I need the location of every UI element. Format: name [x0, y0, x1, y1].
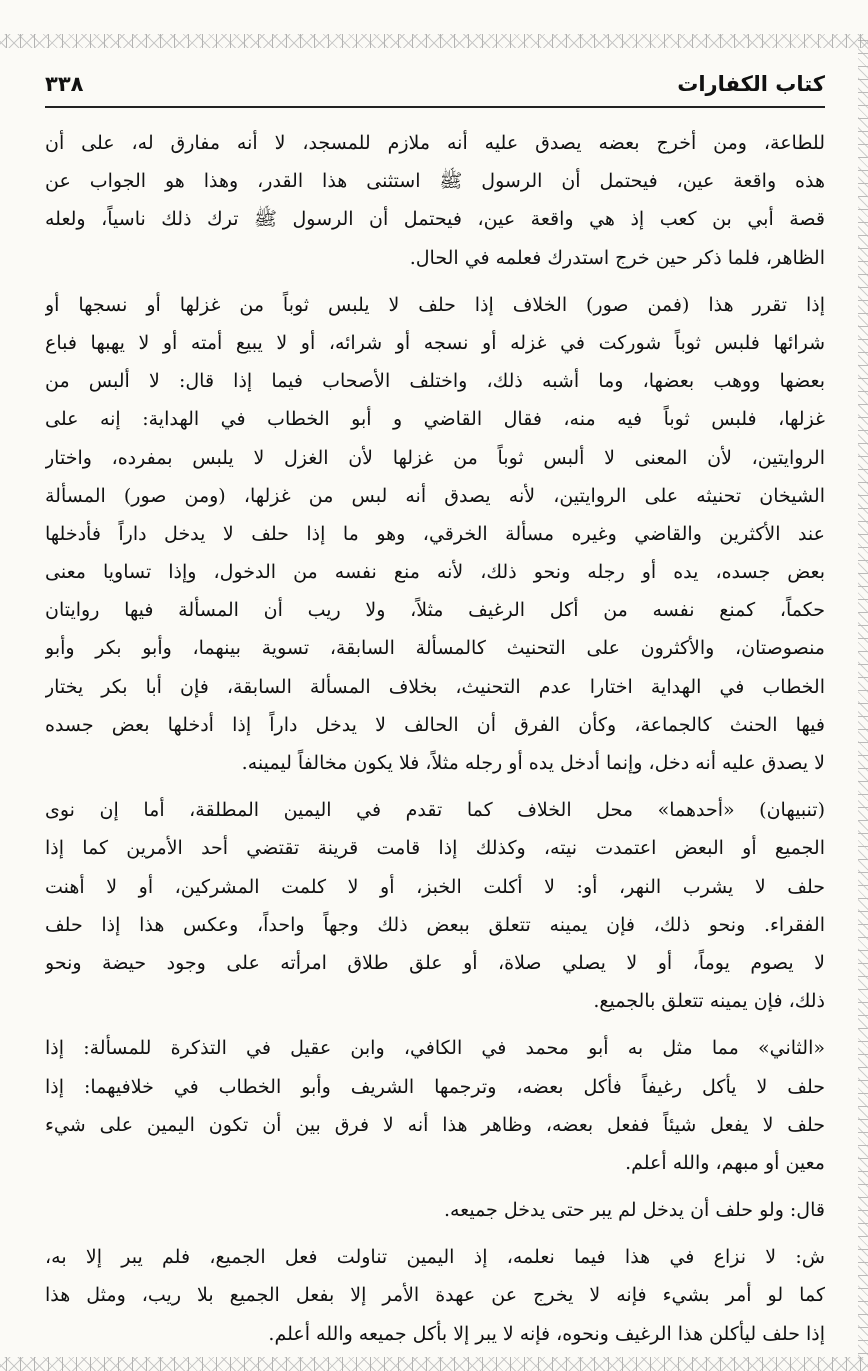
- text-line: حلف لا يأكل رغيفاً فأكل بعضه، وترجمها الشريف وأبو الخطاب في خلافيهما: إذا: [45, 1075, 825, 1098]
- header-rule: [45, 106, 825, 108]
- top-ornamental-border: [0, 34, 868, 48]
- page-header: [45, 72, 825, 106]
- text-line: كما لو أمر بشيء فإنه لا يخرج عن عهدة الأمر إلا بفعل الجميع بلا ريب، ومثل هذا: [45, 1284, 825, 1307]
- text-line: بعضها ووهب بعضها، وما أشبه ذلك، واختلف الأصحاب فيما إذا قال: لا ألبس من: [45, 370, 825, 393]
- text-line: الشيخان تحنيثه على الروايتين، لأنه يصدق أنه لبس من غزلها، (ومن صور) المسألة: [45, 484, 825, 507]
- page-number: ٣٣٨: [45, 72, 84, 96]
- text-line: قصة أبي بن كعب إذ هي واقعة عين، فيحتمل أن الرسول ﷺ ترك ذلك ناسياً، ولعله: [45, 208, 825, 231]
- text-line: ذلك، فإن يمينه تتعلق بالجميع.: [593, 990, 825, 1013]
- book-title: كتاب الكفارات: [677, 72, 825, 96]
- text-line: حلف لا يفعل شيئاً ففعل بعضه، وظاهر هذا أنه لا فرق بين أن تكون اليمين على شيء: [45, 1113, 825, 1136]
- text-line: حكماً، كمنع نفسه من أكل الرغيف مثلاً، ولا ريب أن المسألة فيها روايتان: [45, 599, 825, 622]
- text-line: إذا حلف ليأكلن هذا الرغيف ونحوه، فإنه لا يبر إلا بأكل جميعه والله أعلم.: [268, 1322, 825, 1345]
- text-line: إذا تقرر هذا (فمن صور) الخلاف إذا حلف لا يلبس ثوباً من غزلها أو نسجها أو: [45, 293, 825, 316]
- text-line: هذه واقعة عين، فيحتمل أن الرسول ﷺ استثنى هذا القدر، وهذا هو الجواب عن: [45, 170, 825, 193]
- text-line: (تنبيهان) «أحدهما» محل الخلاف كما تقدم في اليمين المطلقة، أما إن نوى: [45, 799, 825, 822]
- text-line: ش: لا نزاع في هذا فيما نعلمه، إذ اليمين تناولت فعل الجميع، فلم يبر إلا به،: [45, 1246, 825, 1269]
- text-line: «الثاني» مما مثل به أبو محمد في الكافي، وابن عقيل في التذكرة للمسألة: إذا: [45, 1037, 825, 1060]
- bottom-ornamental-border: [0, 1357, 868, 1371]
- text-line: حلف لا يشرب النهر، أو: لا أكلت الخبز، أو لا كلمت المشركين، أو لا أهنت: [45, 875, 825, 898]
- text-line: معين أو مبهم، والله أعلم.: [625, 1151, 825, 1174]
- paragraph: [45, 286, 825, 782]
- page-body: [45, 124, 825, 1349]
- text-line: الخطاب في الهداية اختارا عدم التحنيث، بخلاف المسألة السابقة، فإن أبا بكر يختار: [45, 675, 825, 698]
- text-line: فيها الحنث كالجماعة، وكأن الفرق أن الحالف لا يدخل داراً إذا أدخلها بعض جسده: [45, 713, 825, 736]
- paragraph: [45, 791, 825, 1020]
- text-line: الفقراء. ونحو ذلك، فإن يمينه تتعلق ببعض ذلك وجهاً واحداً، وعكس هذا إذا حلف: [45, 913, 825, 936]
- text-line: قال: ولو حلف أن يدخل لم يبر حتى يدخل جميعه.: [443, 1199, 825, 1222]
- text-line: شرائها فلبس ثوباً شوركت في غزله أو نسجه أو شرائه، أو لا يبيع أمته أو لا يهبها فباع: [45, 331, 825, 354]
- text-line: الروايتين، لأن المعنى لا ألبس ثوباً من غزلها لأن الغزل لا يلبس بمفرده، واختار: [45, 446, 825, 469]
- paragraph: [45, 1238, 825, 1349]
- text-line: عند الأكثرين والقاضي وغيره مسألة الخرقي، وهو ما إذا حلف لا يدخل داراً فأدخلها: [45, 522, 825, 545]
- text-line: بعض جسده، يده أو رجله ونحو ذلك، لأنه منع نفسه من الدخول، وإذا تساويا معنى: [45, 561, 825, 584]
- paragraph: [45, 1029, 825, 1182]
- text-line: غزلها، فلبس ثوباً فيه منه، فقال القاضي و أبو الخطاب في الهداية: إنه على: [45, 408, 825, 431]
- paragraph: [45, 1191, 825, 1229]
- paragraph: [45, 124, 825, 277]
- text-line: الجميع أو البعض اعتمدت نيته، وكذلك إذا قامت قرينة تقتضي أحد الأمرين كما إذا: [45, 837, 825, 860]
- text-line: منصوصتان، والأكثرون على التحنيث كالمسألة السابقة، تسوية بينهما، وأبو بكر وأبو: [45, 637, 825, 660]
- right-ornamental-border: [858, 40, 868, 1360]
- text-line: الظاهر، فلما ذكر حين خرج استدرك فعلمه في الحال.: [409, 246, 825, 269]
- text-line: لا يصوم يوماً، أو لا يصلي صلاة، أو علق طلاق امرأته على وجود حيضة ونحو: [45, 951, 825, 974]
- text-line: لا يصدق عليه أنه دخل، وإنما أدخل يده أو رجله مثلاً، فلا يكون مخالفاً ليمينه.: [241, 752, 825, 774]
- text-line: للطاعة، ومن أخرج بعضه يصدق عليه أنه ملازم للمسجد، لا أنه مفارق له، على أن: [45, 132, 825, 154]
